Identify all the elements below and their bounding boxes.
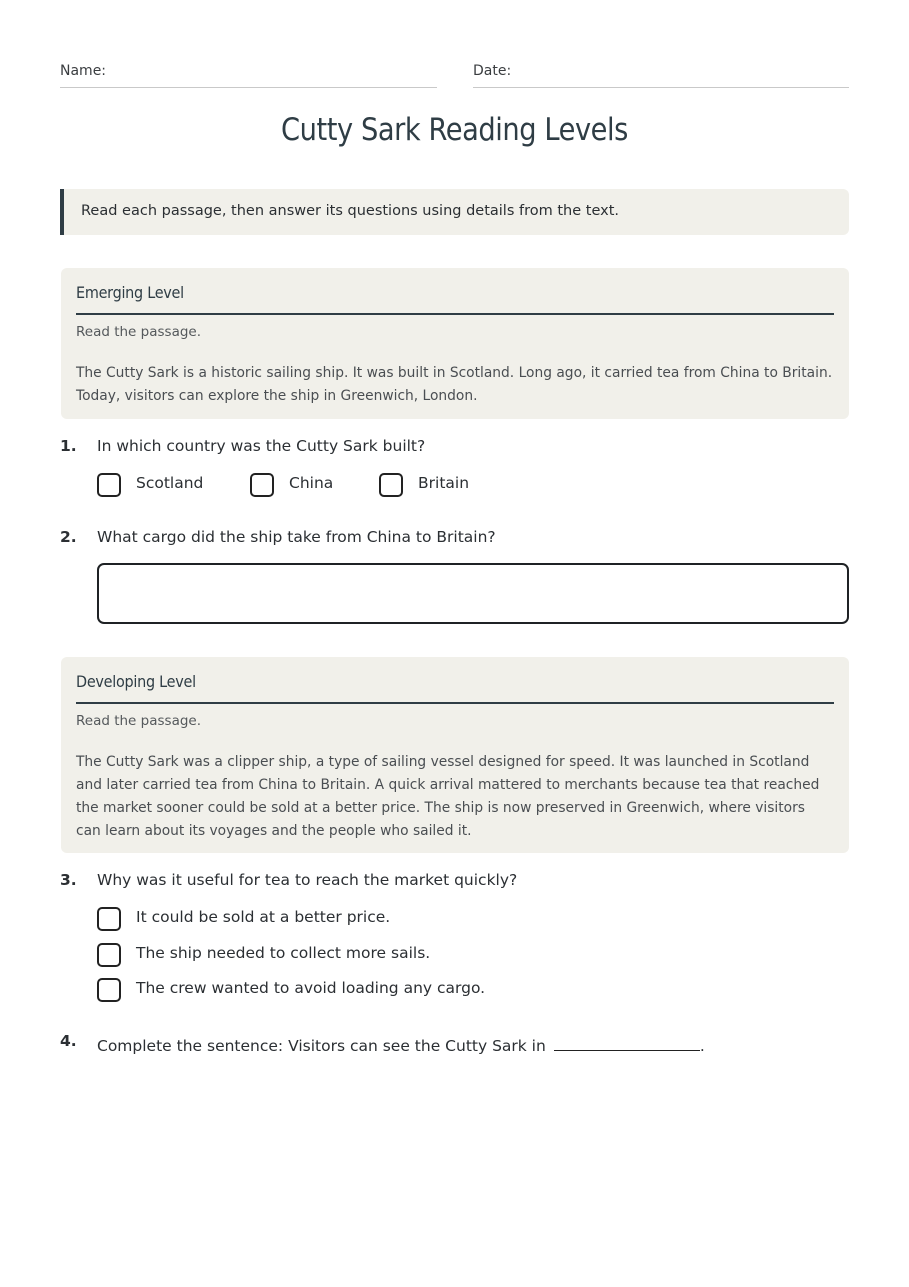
question-number: 3. bbox=[60, 871, 77, 889]
level-subtitle: Read the passage. bbox=[76, 324, 202, 340]
level-title: Developing Level bbox=[76, 657, 834, 704]
question-number: 4. bbox=[60, 1032, 77, 1050]
name-field[interactable] bbox=[60, 60, 437, 88]
checkbox[interactable] bbox=[97, 907, 121, 931]
date-label: Date: bbox=[473, 63, 512, 79]
option-label: It could be sold at a better price. bbox=[136, 908, 391, 926]
checkbox[interactable] bbox=[97, 473, 121, 497]
level-title: Emerging Level bbox=[76, 268, 834, 315]
option-avoid-cargo[interactable] bbox=[97, 978, 486, 1002]
checkbox[interactable] bbox=[379, 473, 403, 497]
header-row bbox=[60, 60, 849, 88]
option-label: The crew wanted to avoid loading any cargo. bbox=[136, 979, 486, 997]
level-emerging bbox=[61, 268, 849, 419]
option-better-price[interactable] bbox=[97, 907, 391, 931]
sentence-end: . bbox=[699, 1037, 705, 1055]
level-subtitle: Read the passage. bbox=[76, 713, 202, 729]
question-text: Complete the sentence: Visitors can see the Cutty Sark in bbox=[97, 1037, 546, 1055]
question-text: Why was it useful for tea to reach the market quickly? bbox=[97, 871, 518, 889]
checkbox[interactable] bbox=[97, 978, 121, 1002]
question-text-wrap bbox=[97, 1032, 705, 1055]
option-label: The ship needed to collect more sails. bbox=[136, 944, 431, 962]
passage-text: The Cutty Sark is a historic sailing ship. It was built in Scotland. Long ago, it carried tea from China to Britain. Today, visitors can explore the ship in Greenwich, London. bbox=[76, 365, 833, 404]
option-britain[interactable] bbox=[379, 473, 470, 497]
option-label: Scotland bbox=[136, 474, 204, 492]
level-developing bbox=[61, 657, 849, 853]
passage-text: The Cutty Sark was a clipper ship, a type of sailing vessel designed for speed. It was launched in Scotland and later carried tea from China to Britain. A quick arrival mattered to merchants because tea that reached the market sooner could be sold at a better price. The ship is now preserved in Greenwich, where visitors can learn about its voyages and the people who sailed it. bbox=[76, 754, 820, 839]
option-label: Britain bbox=[418, 474, 470, 492]
option-china[interactable] bbox=[250, 473, 334, 497]
fill-in-blank[interactable] bbox=[554, 1032, 700, 1051]
date-field[interactable] bbox=[473, 60, 849, 88]
checkbox[interactable] bbox=[250, 473, 274, 497]
instructions-box: Read each passage, then answer its questions using details from the text. bbox=[60, 189, 849, 235]
option-scotland[interactable] bbox=[97, 473, 204, 497]
option-collect-sails[interactable] bbox=[97, 943, 431, 967]
question-text: What cargo did the ship take from China to Britain? bbox=[97, 528, 496, 546]
checkbox[interactable] bbox=[97, 943, 121, 967]
question-text: In which country was the Cutty Sark built? bbox=[97, 437, 426, 455]
page-title: Cutty Sark Reading Levels bbox=[281, 112, 628, 148]
answer-box[interactable] bbox=[97, 563, 849, 624]
question-number: 2. bbox=[60, 528, 77, 546]
name-label: Name: bbox=[60, 63, 107, 79]
question-number: 1. bbox=[60, 437, 77, 455]
option-label: China bbox=[289, 474, 334, 492]
